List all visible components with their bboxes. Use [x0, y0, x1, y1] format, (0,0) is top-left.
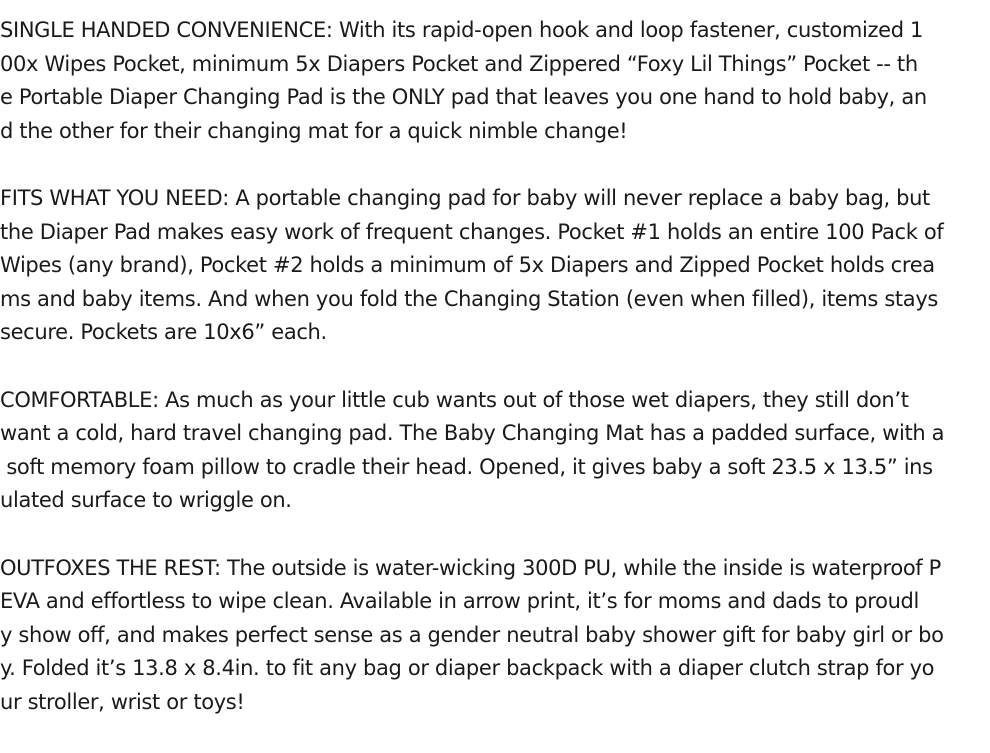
paragraph-comfortable [0, 384, 990, 518]
text-line: SINGLE HANDED CONVENIENCE: With its rapid-open hook and loop fastener, customized 1 [0, 18, 924, 42]
text-line: COMFORTABLE: As much as your little cub wants out of those wet diapers, they still don’t [0, 387, 909, 412]
text-line: d the other for their changing mat for a quick nimble change! [0, 118, 628, 143]
text-line: EVA and effortless to wipe clean. Available in arrow print, it’s for moms and dads to proudl [0, 589, 920, 614]
text-line: secure. Pockets are 10x6” each. [0, 320, 327, 345]
text-line: ur stroller, wrist or toys! [0, 689, 245, 714]
text-line: ms and baby items. And when you fold the Changing Station (even when filled), items stays [0, 286, 938, 311]
text-line: Wipes (any brand), Pocket #2 holds a minimum of 5x Diapers and Zipped Pocket holds crea [0, 253, 935, 278]
product-description [0, 14, 990, 753]
text-line: e Portable Diaper Changing Pad is the ONLY pad that leaves you one hand to hold baby, an [0, 85, 927, 110]
text-line: soft memory foam pillow to cradle their head. Opened, it gives baby a soft 23.5 x 13.5” ins [0, 454, 933, 479]
text-line: ulated surface to wriggle on. [0, 488, 292, 513]
text-line: y. Folded it’s 13.8 x 8.4in. to fit any bag or diaper backpack with a diaper clutch strap for yo [0, 656, 935, 681]
text-line: want a cold, hard travel changing pad. The Baby Changing Mat has a padded surface, with a [0, 421, 945, 446]
text-line: the Diaper Pad makes easy work of frequent changes. Pocket #1 holds an entire 100 Pack of [0, 219, 944, 244]
text-line: y show off, and makes perfect sense as a gender neutral baby shower gift for baby girl or bo [0, 622, 944, 647]
text-line: OUTFOXES THE REST: The outside is water-wicking 300D PU, while the inside is waterproof P [0, 555, 941, 580]
paragraph-fits-what-you-need [0, 182, 990, 350]
text-line: FITS WHAT YOU NEED: A portable changing pad for baby will never replace a baby bag, but [0, 185, 930, 210]
text-line: 00x Wipes Pocket, minimum 5x Diapers Pocket and Zippered “Foxy Lil Things” Pocket -- th [0, 51, 918, 76]
paragraph-outfoxes-the-rest [0, 552, 990, 720]
paragraph-single-handed-convenience [0, 14, 990, 148]
